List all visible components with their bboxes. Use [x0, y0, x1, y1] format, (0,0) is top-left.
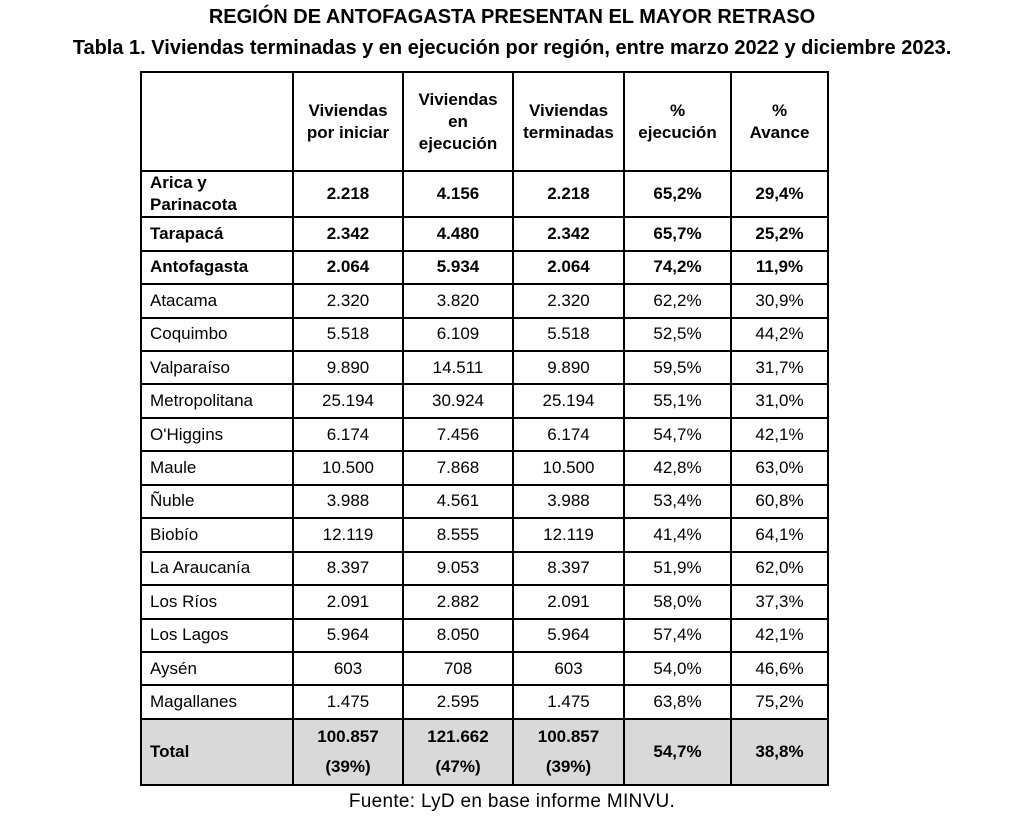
table-row: [141, 685, 828, 718]
cell-region: Antofagasta: [141, 251, 293, 284]
table-row: [141, 552, 828, 585]
header-region: [141, 72, 293, 171]
cell-pct-ejecucion: 62,2%: [624, 284, 731, 317]
cell-terminadas: 5.518: [513, 318, 624, 351]
table-row: [141, 384, 828, 417]
header-por-iniciar: Viviendas por iniciar: [293, 72, 403, 171]
cell-terminadas: 2.091: [513, 585, 624, 618]
cell-region: Atacama: [141, 284, 293, 317]
cell-pct-ejecucion: 54,7%: [624, 418, 731, 451]
cell-terminadas: 2.064: [513, 251, 624, 284]
cell-ejecucion: 4.561: [403, 485, 513, 518]
cell-pct-ejecucion: 52,5%: [624, 318, 731, 351]
cell-por-iniciar: 6.174: [293, 418, 403, 451]
table-row: [141, 351, 828, 384]
cell-region: Tarapacá: [141, 217, 293, 250]
cell-region: Arica y Parinacota: [141, 171, 293, 217]
cell-por-iniciar: 2.064: [293, 251, 403, 284]
cell-terminadas: 8.397: [513, 552, 624, 585]
cell-pct-avance: 63,0%: [731, 451, 828, 484]
total-cell-region: Total: [141, 719, 293, 785]
table-row: [141, 518, 828, 551]
table-row: [141, 619, 828, 652]
total-cell-por-iniciar: 100.857 (39%): [293, 719, 403, 785]
cell-ejecucion: 7.456: [403, 418, 513, 451]
total-row: [141, 719, 828, 785]
cell-region: Los Lagos: [141, 619, 293, 652]
cell-ejecucion: 9.053: [403, 552, 513, 585]
cell-terminadas: 3.988: [513, 485, 624, 518]
cell-terminadas: 6.174: [513, 418, 624, 451]
cell-pct-ejecucion: 42,8%: [624, 451, 731, 484]
table-row: [141, 217, 828, 250]
cell-por-iniciar: 2.320: [293, 284, 403, 317]
cell-terminadas: 2.218: [513, 171, 624, 217]
cell-ejecucion: 30.924: [403, 384, 513, 417]
cell-region: Coquimbo: [141, 318, 293, 351]
cell-pct-avance: 62,0%: [731, 552, 828, 585]
cell-por-iniciar: 5.964: [293, 619, 403, 652]
cell-por-iniciar: 25.194: [293, 384, 403, 417]
table-row: [141, 451, 828, 484]
cell-por-iniciar: 2.218: [293, 171, 403, 217]
cell-pct-avance: 11,9%: [731, 251, 828, 284]
cell-pct-avance: 64,1%: [731, 518, 828, 551]
cell-ejecucion: 5.934: [403, 251, 513, 284]
cell-por-iniciar: 5.518: [293, 318, 403, 351]
header-terminadas: Viviendas terminadas: [513, 72, 624, 171]
cell-pct-avance: 46,6%: [731, 652, 828, 685]
cell-pct-ejecucion: 55,1%: [624, 384, 731, 417]
cell-pct-ejecucion: 59,5%: [624, 351, 731, 384]
source-note: Fuente: LyD en base informe MINVU.: [348, 791, 676, 812]
cell-terminadas: 25.194: [513, 384, 624, 417]
table-row: [141, 284, 828, 317]
cell-por-iniciar: 2.342: [293, 217, 403, 250]
cell-por-iniciar: 8.397: [293, 552, 403, 585]
cell-region: Magallanes: [141, 685, 293, 718]
chart-title: REGIÓN DE ANTOFAGASTA PRESENTAN EL MAYOR RETRASO: [208, 6, 816, 28]
cell-pct-ejecucion: 53,4%: [624, 485, 731, 518]
cell-pct-avance: 60,8%: [731, 485, 828, 518]
cell-terminadas: 2.342: [513, 217, 624, 250]
cell-terminadas: 1.475: [513, 685, 624, 718]
header-pct-ejecucion: % ejecución: [624, 72, 731, 171]
cell-pct-ejecucion: 65,7%: [624, 217, 731, 250]
cell-ejecucion: 8.555: [403, 518, 513, 551]
cell-ejecucion: 708: [403, 652, 513, 685]
cell-ejecucion: 8.050: [403, 619, 513, 652]
cell-pct-avance: 42,1%: [731, 619, 828, 652]
table-row: [141, 318, 828, 351]
cell-pct-ejecucion: 54,0%: [624, 652, 731, 685]
cell-region: Biobío: [141, 518, 293, 551]
table-row: [141, 251, 828, 284]
table-row: [141, 418, 828, 451]
total-cell-ejecucion: 121.662 (47%): [403, 719, 513, 785]
cell-ejecucion: 2.595: [403, 685, 513, 718]
cell-pct-ejecucion: 63,8%: [624, 685, 731, 718]
table-row: [141, 585, 828, 618]
cell-pct-ejecucion: 74,2%: [624, 251, 731, 284]
cell-ejecucion: 4.480: [403, 217, 513, 250]
cell-pct-avance: 30,9%: [731, 284, 828, 317]
table-row: [141, 171, 828, 217]
cell-terminadas: 12.119: [513, 518, 624, 551]
cell-ejecucion: 7.868: [403, 451, 513, 484]
cell-pct-avance: 31,0%: [731, 384, 828, 417]
header-ejecucion: Viviendas en ejecución: [403, 72, 513, 171]
cell-pct-avance: 37,3%: [731, 585, 828, 618]
cell-region: La Araucanía: [141, 552, 293, 585]
table-row: [141, 652, 828, 685]
cell-terminadas: 10.500: [513, 451, 624, 484]
cell-pct-avance: 44,2%: [731, 318, 828, 351]
cell-region: Aysén: [141, 652, 293, 685]
cell-pct-ejecucion: 58,0%: [624, 585, 731, 618]
cell-region: Los Ríos: [141, 585, 293, 618]
cell-terminadas: 603: [513, 652, 624, 685]
cell-por-iniciar: 12.119: [293, 518, 403, 551]
cell-pct-ejecucion: 41,4%: [624, 518, 731, 551]
table-body: [141, 171, 828, 785]
cell-por-iniciar: 603: [293, 652, 403, 685]
header-pct-avance: % Avance: [731, 72, 828, 171]
cell-pct-avance: 25,2%: [731, 217, 828, 250]
cell-pct-avance: 31,7%: [731, 351, 828, 384]
cell-terminadas: 9.890: [513, 351, 624, 384]
cell-por-iniciar: 9.890: [293, 351, 403, 384]
table-row: [141, 485, 828, 518]
header-row: [141, 72, 828, 171]
cell-ejecucion: 3.820: [403, 284, 513, 317]
cell-pct-ejecucion: 51,9%: [624, 552, 731, 585]
cell-pct-avance: 29,4%: [731, 171, 828, 217]
total-cell-pct-ejecucion: 54,7%: [624, 719, 731, 785]
cell-por-iniciar: 10.500: [293, 451, 403, 484]
housing-table: [140, 71, 829, 786]
cell-por-iniciar: 1.475: [293, 685, 403, 718]
cell-pct-ejecucion: 57,4%: [624, 619, 731, 652]
cell-ejecucion: 14.511: [403, 351, 513, 384]
table-caption: Tabla 1. Viviendas terminadas y en ejecución por región, entre marzo 2022 y diciembre 2023.: [72, 37, 952, 59]
total-cell-terminadas: 100.857 (39%): [513, 719, 624, 785]
cell-region: O'Higgins: [141, 418, 293, 451]
cell-pct-avance: 75,2%: [731, 685, 828, 718]
cell-por-iniciar: 2.091: [293, 585, 403, 618]
cell-ejecucion: 6.109: [403, 318, 513, 351]
cell-region: Ñuble: [141, 485, 293, 518]
total-cell-pct-avance: 38,8%: [731, 719, 828, 785]
cell-ejecucion: 2.882: [403, 585, 513, 618]
cell-por-iniciar: 3.988: [293, 485, 403, 518]
cell-region: Maule: [141, 451, 293, 484]
cell-region: Valparaíso: [141, 351, 293, 384]
cell-pct-avance: 42,1%: [731, 418, 828, 451]
cell-region: Metropolitana: [141, 384, 293, 417]
cell-terminadas: 2.320: [513, 284, 624, 317]
cell-terminadas: 5.964: [513, 619, 624, 652]
cell-ejecucion: 4.156: [403, 171, 513, 217]
cell-pct-ejecucion: 65,2%: [624, 171, 731, 217]
